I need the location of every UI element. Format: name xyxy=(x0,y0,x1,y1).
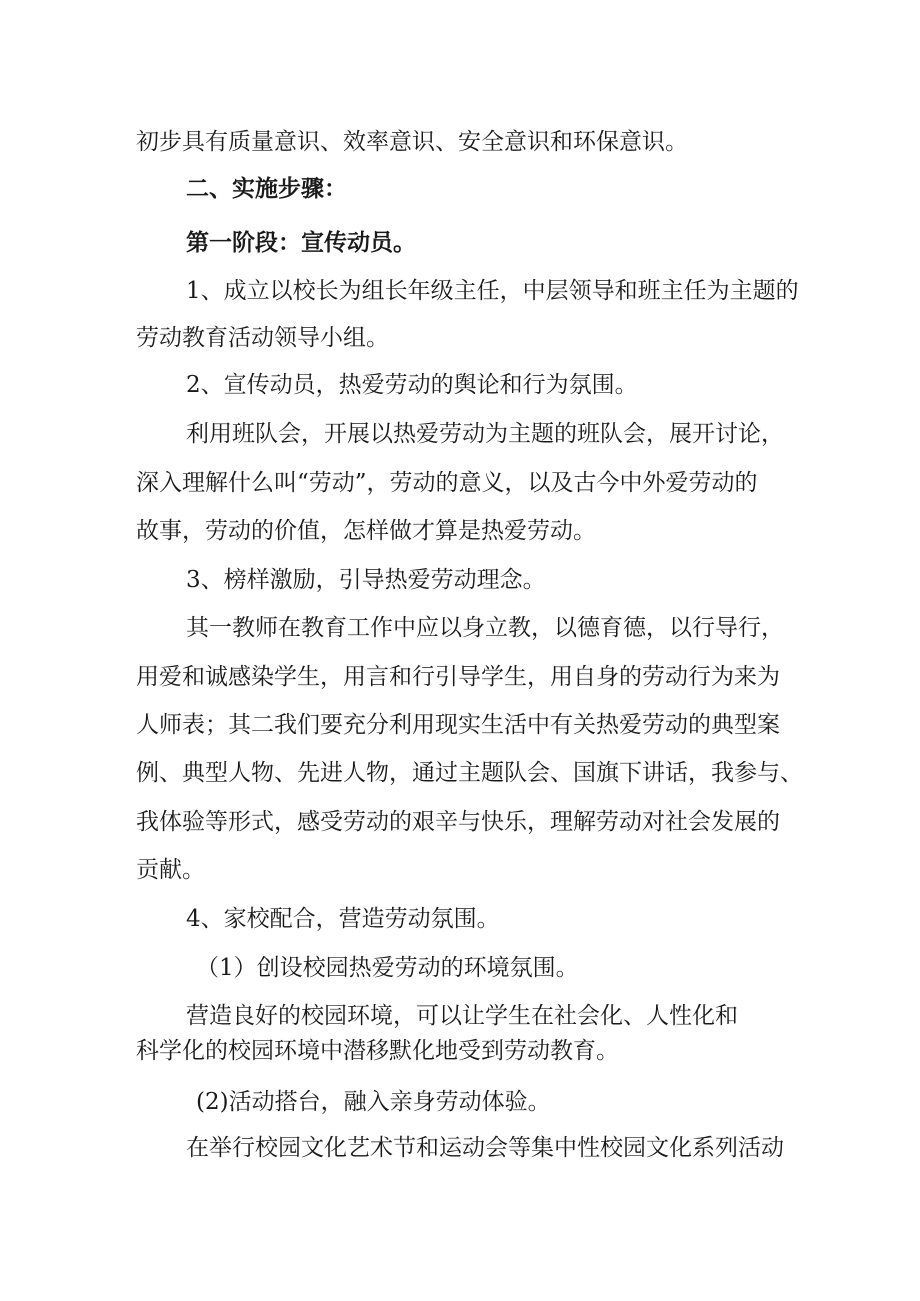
section-heading: 二、实施步骤： xyxy=(186,175,347,202)
paragraph-line: 初步具有质量意识、效率意识、安全意识和环保意识。 xyxy=(136,129,688,155)
paragraph-line: 2、宣传动员，热爱劳动的舆论和行为氛围。 xyxy=(186,372,638,398)
paragraph-line: 其一教师在教育工作中应以身立教，以德育德，以行导行， xyxy=(186,615,784,641)
paragraph-line: 例、典型人物、先进人物，通过主题队会、国旗下讲话，我参与、 xyxy=(136,760,803,786)
paragraph-line: 深入理解什么叫“劳动”，劳动的意义，以及古今中外爱劳动的 xyxy=(136,470,758,496)
paragraph-line: 在举行校园文化艺术节和运动会等集中性校园文化系列活动 xyxy=(186,1135,784,1161)
paragraph-line: 1、成立以校长为组长年级主任，中层领导和班主任为主题的 xyxy=(186,278,799,304)
paragraph-line: 劳动教育活动领导小组。 xyxy=(136,325,389,351)
paragraph-line: 科学化的校园环境中潜移默化地受到劳动教育。 xyxy=(136,1038,619,1064)
paragraph-line: 人师表；其二我们要充分利用现实生活中有关热爱劳动的典型案 xyxy=(136,712,780,738)
paragraph-line: 用爱和诚感染学生，用言和行引导学生，用自身的劳动行为来为 xyxy=(136,664,780,690)
subsection-line: (2)活动搭台，融入亲身劳动体验。 xyxy=(196,1089,551,1115)
stage-heading: 第一阶段：宣传动员。 xyxy=(186,229,416,256)
paragraph-line: 4、家校配合，营造劳动氛围。 xyxy=(186,906,500,932)
paragraph-line: 故事，劳动的价值，怎样做才算是热爱劳动。 xyxy=(136,518,596,544)
paragraph-line: 营造良好的校园环境，可以让学生在社会化、人性化和 xyxy=(186,1003,738,1029)
paragraph-line: 我体验等形式，感受劳动的艰辛与快乐，理解劳动对社会发展的 xyxy=(136,809,780,835)
paragraph-line: 利用班队会，开展以热爱劳动为主题的班队会，展开讨论， xyxy=(186,421,784,447)
subsection-line: （1）创设校园热爱劳动的环境氛围。 xyxy=(196,955,579,981)
paragraph-line: 3、榜样激励，引导热爱劳动理念。 xyxy=(186,567,546,593)
paragraph-line: 贡献。 xyxy=(136,857,205,883)
